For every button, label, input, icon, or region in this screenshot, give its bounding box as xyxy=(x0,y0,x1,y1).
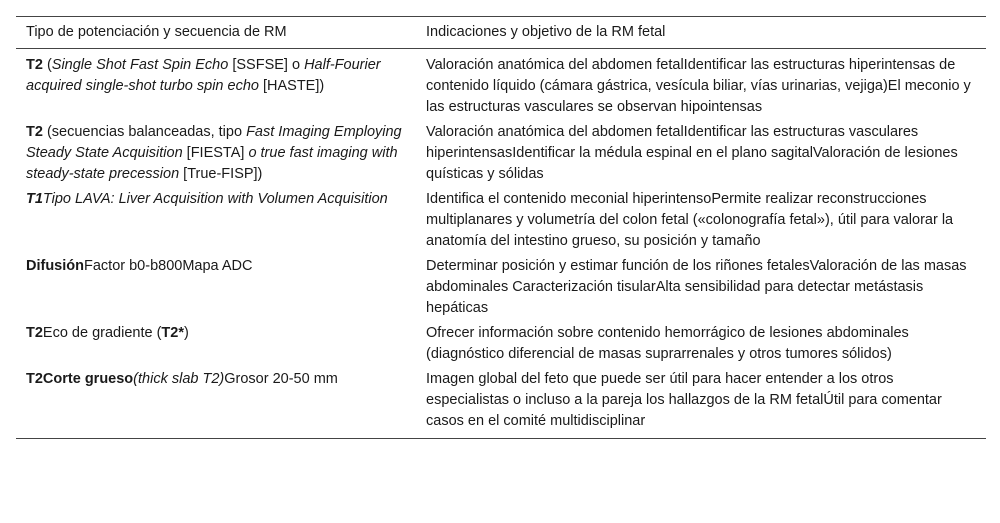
indication-cell: Valoración anatómica del abdomen fetalIdentificar las estructuras vasculares hiperintensasIdentificar la médula espinal en el plano sagitalValoración de lesiones quísticas y sólidas xyxy=(426,124,958,182)
table-row xyxy=(16,185,986,252)
sequence-text: Factor b0-b800Mapa ADC xyxy=(84,258,253,274)
sequence-text: Eco de gradiente ( xyxy=(42,325,162,341)
sequence-cell xyxy=(16,319,416,365)
indication-cell: Determinar posición y estimar función de los riñones fetalesValoración de las masas abdominales Caracterización tisularAlta sensibilidad para detectar metástasis hepáticas xyxy=(426,258,967,316)
header-sequence-type: Tipo de potenciación y secuencia de RM xyxy=(16,17,416,49)
sequence-weighting: T2Corte grueso xyxy=(26,371,134,387)
sequence-text: [SSFSE] o xyxy=(228,57,305,73)
table-row xyxy=(16,49,986,119)
sequence-cell xyxy=(16,185,416,252)
sequence-name: Half-Fourier acquired single-shot turbo spin echo xyxy=(26,57,381,94)
table-body xyxy=(16,49,986,439)
sequence-text: [FIESTA] xyxy=(182,145,249,161)
sequence-cell xyxy=(16,365,416,439)
table-row xyxy=(16,365,986,439)
sequence-weighting: Difusión xyxy=(26,258,84,274)
sequence-text: (secuencias balanceadas, tipo xyxy=(42,124,247,140)
table-row xyxy=(16,252,986,319)
indication-cell: Ofrecer información sobre contenido hemorrágico de lesiones abdominales (diagnóstico diferencial de masas suprarrenales y otros tumores sólidos) xyxy=(426,325,909,362)
indication-cell: Valoración anatómica del abdomen fetalIdentificar las estructuras hiperintensas de contenido líquido (cámara gástrica, vesícula biliar, vías urinarias, vejiga)El meconio y las estructuras vasculares se observan hipointensas xyxy=(426,57,971,115)
table-row xyxy=(16,319,986,365)
sequence-name: Fast Imaging Employing Steady State Acquisition xyxy=(26,124,402,161)
indication-cell: Identifica el contenido meconial hiperintensoPermite realizar reconstrucciones multiplanares y volumetría del colon fetal («colonografía fetal»), útil para valorar la anatomía del intestino grueso, su posición y tamaño xyxy=(426,191,954,249)
sequence-weighting: T2 xyxy=(26,325,43,341)
sequence-weighting: T1 xyxy=(26,191,43,207)
header-row xyxy=(16,17,986,49)
sequence-name: o true fast imaging with steady-state precession xyxy=(26,145,398,182)
sequence-text: ( xyxy=(42,57,52,73)
sequence-weighting: T2* xyxy=(161,325,184,341)
table-header xyxy=(16,17,986,49)
sequence-cell xyxy=(16,252,416,319)
header-indications: Indicaciones y objetivo de la RM fetal xyxy=(416,17,986,49)
mri-sequence-table xyxy=(16,16,986,439)
sequence-text: [True-FISP]) xyxy=(179,166,263,182)
sequence-cell xyxy=(16,118,416,185)
sequence-text: Grosor 20-50 mm xyxy=(224,371,338,387)
table-row xyxy=(16,118,986,185)
indication-cell: Imagen global del feto que puede ser útil para hacer entender a los otros especialistas o incluso a la pareja los hallazgos de la RM fetalÚtil para comentar casos en el comité multidisciplinar xyxy=(416,365,986,439)
sequence-text: [HASTE]) xyxy=(258,78,325,94)
sequence-name: (thick slab T2) xyxy=(133,371,225,387)
sequence-name: Tipo LAVA: Liver Acquisition with Volumen Acquisition xyxy=(42,191,388,207)
sequence-cell xyxy=(16,49,416,119)
sequence-weighting: T2 xyxy=(26,57,43,73)
sequence-text: ) xyxy=(184,325,189,341)
sequence-weighting: T2 xyxy=(26,124,43,140)
sequence-name: Single Shot Fast Spin Echo xyxy=(51,57,229,73)
